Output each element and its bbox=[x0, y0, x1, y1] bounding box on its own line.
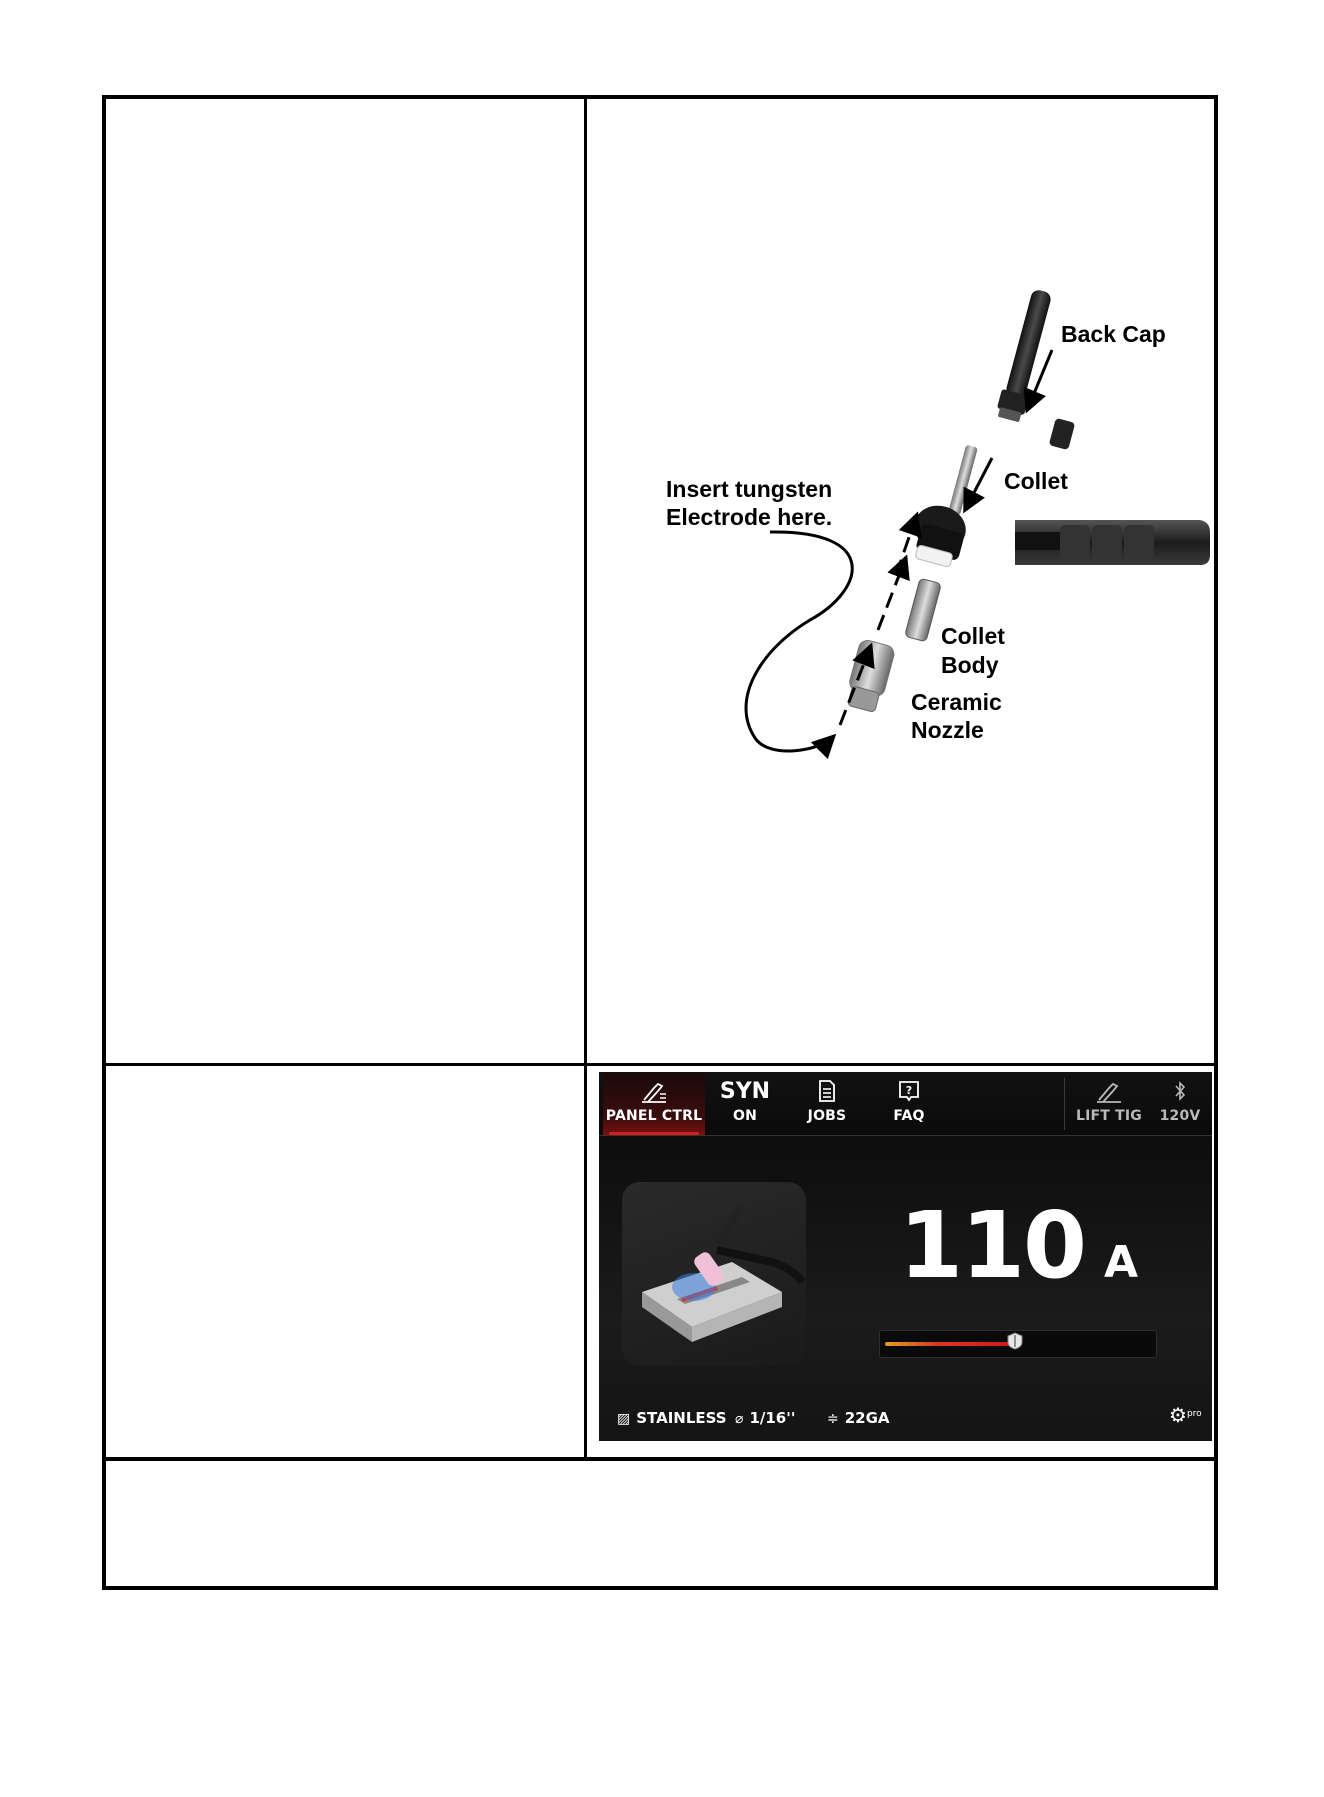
tab-panel-ctrl[interactable] bbox=[603, 1072, 705, 1135]
label-collet: Collet bbox=[1004, 468, 1068, 494]
label-collet-body-line2: Body bbox=[941, 652, 999, 678]
label-ceramic-line1: Ceramic bbox=[911, 689, 1002, 715]
thickness-icon: ≑ bbox=[827, 1411, 839, 1427]
footer-thickness-label: 22GA bbox=[844, 1409, 890, 1427]
status-voltage[interactable] bbox=[1152, 1072, 1208, 1135]
settings-button[interactable] bbox=[1169, 1404, 1202, 1427]
slider-thumb-icon[interactable] bbox=[1007, 1332, 1023, 1350]
tungsten-diameter-icon: ⌀ bbox=[735, 1411, 744, 1427]
torch-panel-icon bbox=[603, 1080, 705, 1104]
status-lift-tig-label: LIFT TIG bbox=[1076, 1108, 1142, 1124]
electrode-path-arrow bbox=[746, 532, 852, 751]
tab-jobs[interactable] bbox=[789, 1072, 865, 1135]
footer-tungsten[interactable] bbox=[735, 1408, 795, 1429]
status-voltage-label: 120V bbox=[1159, 1108, 1201, 1124]
svg-text:?: ? bbox=[905, 1084, 913, 1097]
status-lift-tig[interactable] bbox=[1069, 1072, 1149, 1135]
collet-part bbox=[948, 445, 978, 516]
label-ceramic-line2: Nozzle bbox=[911, 717, 984, 743]
back-cap-part bbox=[995, 287, 1056, 423]
label-collet-body-line1: Collet bbox=[941, 623, 1005, 649]
amperage-unit: A bbox=[1104, 1237, 1139, 1288]
tab-jobs-label: JOBS bbox=[807, 1108, 847, 1124]
material-icon: ▨ bbox=[617, 1411, 631, 1427]
collet-body-part bbox=[905, 578, 942, 642]
help-icon bbox=[873, 1080, 945, 1104]
amperage-value: 110 bbox=[899, 1192, 1086, 1299]
column-divider bbox=[584, 95, 587, 1460]
collet-body-arrow-2 bbox=[878, 560, 905, 630]
amperage-slider[interactable] bbox=[879, 1330, 1157, 1358]
settings-badge: pro bbox=[1186, 1409, 1202, 1419]
process-image bbox=[622, 1182, 806, 1366]
footer-thickness[interactable] bbox=[827, 1408, 890, 1429]
status-divider bbox=[1064, 1078, 1065, 1130]
tab-syn-label: ON bbox=[732, 1108, 758, 1124]
row-divider-2 bbox=[102, 1457, 1218, 1461]
row-divider-1 bbox=[102, 1063, 1218, 1066]
insulator-part bbox=[1049, 418, 1076, 450]
footer-tungsten-label: 1/16'' bbox=[749, 1409, 796, 1427]
tab-faq[interactable] bbox=[873, 1072, 945, 1135]
tab-syn[interactable] bbox=[709, 1072, 781, 1135]
welder-display bbox=[599, 1072, 1212, 1441]
tab-faq-label: FAQ bbox=[893, 1108, 925, 1124]
footer-material[interactable] bbox=[617, 1408, 727, 1429]
document-icon bbox=[789, 1080, 865, 1104]
lift-tig-icon bbox=[1069, 1080, 1149, 1104]
bluetooth-icon bbox=[1152, 1080, 1208, 1104]
label-back-cap: Back Cap bbox=[1061, 321, 1166, 347]
tab-panel-ctrl-label: PANEL CTRL bbox=[605, 1108, 703, 1124]
footer-material-label: STAINLESS bbox=[636, 1409, 727, 1427]
tab-syn-big: SYN bbox=[719, 1079, 771, 1104]
label-insert-line1: Insert tungsten bbox=[666, 476, 833, 502]
label-insert-line2: Electrode here. bbox=[666, 504, 833, 530]
gear-icon: ⚙ bbox=[1169, 1403, 1187, 1427]
slider-fill bbox=[885, 1342, 1015, 1346]
collet-body-arrow-1 bbox=[896, 517, 916, 575]
